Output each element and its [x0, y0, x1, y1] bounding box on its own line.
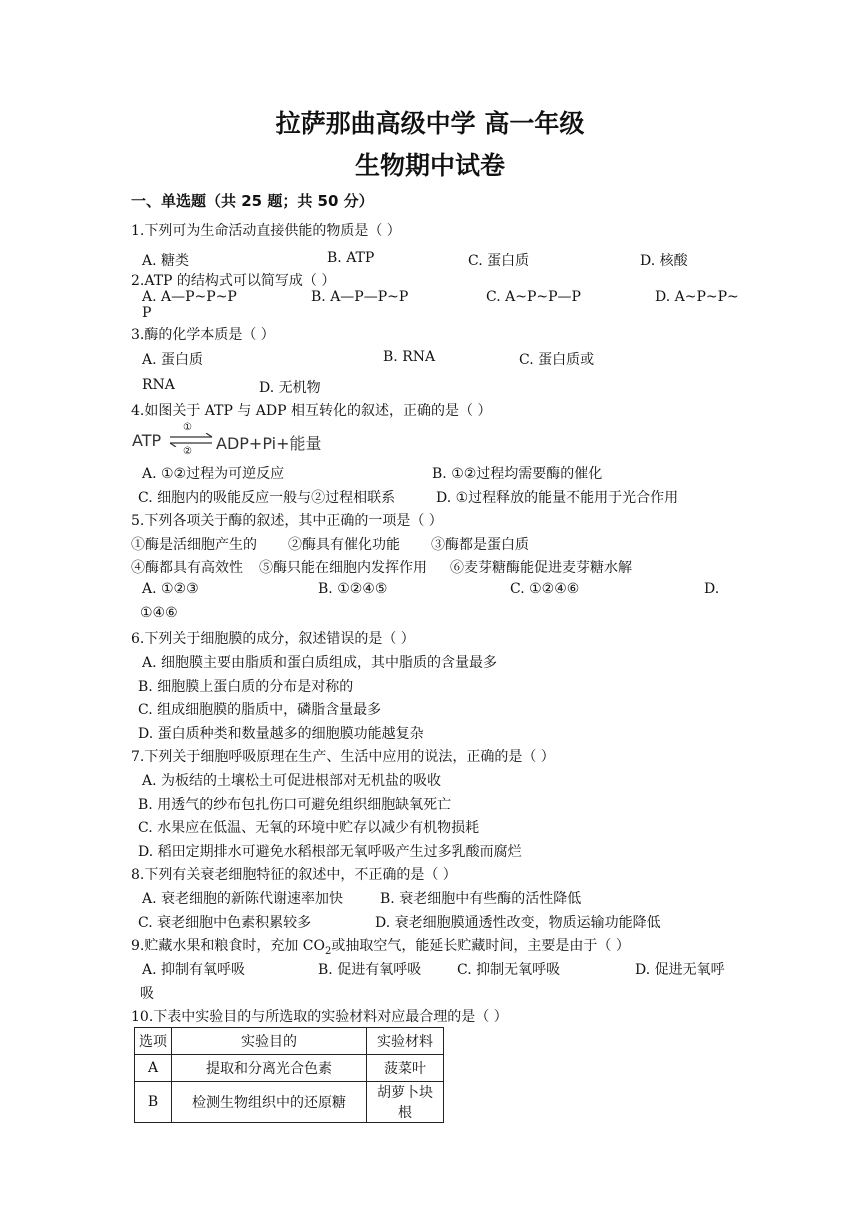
equation-right: ADP+Pi+能量 [216, 434, 322, 453]
q2-option-b: B. A—P—P~P [311, 289, 409, 305]
q9-option-c: C. 抑制无氧呼吸 [457, 962, 561, 978]
table-cell: A [135, 1055, 172, 1082]
q4-option-a: A. ①②过程为可逆反应 [142, 466, 285, 482]
q8-option-c: C. 衰老细胞中色素积累较多 [138, 915, 312, 931]
q5-option-b: B. ①②④⑤ [318, 581, 388, 597]
question-8-stem: 8.下列有关衰老细胞特征的叙述中，不正确的是（ ） [131, 867, 457, 883]
equation-label-1: ① [183, 422, 192, 433]
question-2-stem: 2.ATP 的结构式可以简写成（ ） [131, 273, 336, 289]
q2-option-c: C. A~P~P—P [486, 289, 581, 305]
page-title: 拉萨那曲高级中学 高一年级 [275, 109, 585, 138]
q5-statement-4: ④酶都具有高效性 [131, 560, 243, 576]
q9-option-b: B. 促进有氧呼吸 [318, 962, 422, 978]
atp-adp-equation [132, 424, 332, 458]
q1-option-d: D. 核酸 [640, 253, 688, 269]
q8-option-d: D. 衰老细胞膜通透性改变，物质运输功能降低 [375, 915, 661, 931]
question-5-stem: 5.下列各项关于酶的叙述，其中正确的一项是（ ） [131, 513, 443, 529]
question-1-stem: 1.下列可为生命活动直接供能的物质是（ ） [131, 223, 401, 239]
q5-option-d-wrap: ①④⑥ [140, 605, 178, 621]
table-cell: B [135, 1082, 172, 1123]
question-9-stem [131, 935, 630, 957]
q1-option-c: C. 蛋白质 [468, 253, 530, 269]
table-header-row [135, 1028, 444, 1055]
q5-statement-1: ①酶是活细胞产生的 [131, 537, 257, 553]
equation-label-2: ② [183, 446, 192, 457]
q5-statement-2: ②酶具有催化功能 [288, 537, 400, 553]
question-10-stem: 10.下表中实验目的与所选取的实验材料对应最合理的是（ ） [131, 1009, 508, 1025]
table-header-cell: 实验目的 [172, 1028, 367, 1055]
q9-option-a: A. 抑制有氧呼吸 [142, 962, 246, 978]
q3-option-b: B. RNA [383, 349, 436, 365]
q5-option-a: A. ①②③ [142, 581, 199, 597]
q2-option-d: D. A~P~P~ [655, 289, 739, 305]
q7-option-b: B. 用透气的纱布包扎伤口可避免组织细胞缺氧死亡 [138, 797, 452, 813]
table-cell: 菠菜叶 [367, 1055, 444, 1082]
q9-stem-part-1: 9.贮藏水果和粮食时，充加 CO [131, 938, 325, 954]
table-cell: 提取和分离光合色素 [172, 1055, 367, 1082]
q4-option-c: C. 细胞内的吸能反应一般与②过程相联系 [138, 490, 396, 506]
experiment-table [134, 1027, 444, 1123]
q2-option-a: A. A—P~P~P [142, 289, 237, 305]
question-7-stem: 7.下列关于细胞呼吸原理在生产、生活中应用的说法，正确的是（ ） [131, 749, 555, 765]
q2-option-d-wrap: P [142, 305, 152, 321]
equation-left: ATP [132, 431, 162, 450]
reversible-arrow-icon [168, 433, 214, 447]
question-6-stem: 6.下列关于细胞膜的成分，叙述错误的是（ ） [131, 631, 415, 647]
q5-option-c: C. ①②④⑥ [510, 581, 580, 597]
q6-option-a: A. 细胞膜主要由脂质和蛋白质组成，其中脂质的含量最多 [142, 655, 498, 671]
table-row [135, 1082, 444, 1123]
q4-option-d: D. ①过程释放的能量不能用于光合作用 [436, 490, 679, 506]
q6-option-c: C. 组成细胞膜的脂质中，磷脂含量最多 [138, 702, 382, 718]
table-header-cell: 选项 [135, 1028, 172, 1055]
page-subtitle: 生物期中试卷 [354, 151, 505, 180]
q6-option-d: D. 蛋白质种类和数量越多的细胞膜功能越复杂 [138, 726, 424, 742]
table-cell: 胡萝卜块根 [367, 1082, 444, 1123]
q9-option-d-wrap: 吸 [140, 986, 154, 1002]
q5-option-d: D. [704, 581, 720, 597]
q5-statement-6: ⑥麦芽糖酶能促进麦芽糖水解 [450, 560, 632, 576]
question-4-stem: 4.如图关于 ATP 与 ADP 相互转化的叙述，正确的是（ ） [131, 403, 492, 419]
q1-option-b: B. ATP [327, 250, 375, 266]
q7-option-a: A. 为板结的土壤松土可促进根部对无机盐的吸收 [142, 773, 442, 789]
table-cell: 检测生物组织中的还原糖 [172, 1082, 367, 1123]
q3-option-c: C. 蛋白质或 [519, 352, 595, 368]
q6-option-b: B. 细胞膜上蛋白质的分布是对称的 [138, 679, 354, 695]
q5-statement-3: ③酶都是蛋白质 [431, 537, 529, 553]
q3-option-a: A. 蛋白质 [142, 352, 204, 368]
section-heading: 一、单选题（共 25 题；共 50 分） [131, 192, 374, 210]
q3-option-c-wrap: RNA [142, 377, 175, 393]
table-header-cell: 实验材料 [367, 1028, 444, 1055]
q7-option-d: D. 稻田定期排水可避免水稻根部无氧呼吸产生过多乳酸而腐烂 [138, 844, 522, 860]
q5-statement-5: ⑤酶只能在细胞内发挥作用 [259, 560, 427, 576]
q8-option-b: B. 衰老细胞中有些酶的活性降低 [380, 891, 582, 907]
table-row [135, 1055, 444, 1082]
q3-option-d: D. 无机物 [259, 380, 321, 396]
q1-option-a: A. 糖类 [142, 253, 190, 269]
q8-option-a: A. 衰老细胞的新陈代谢速率加快 [142, 891, 344, 907]
q9-stem-subscript: 2 [325, 945, 332, 957]
q9-option-d: D. 促进无氧呼 [635, 962, 725, 978]
question-3-stem: 3.酶的化学本质是（ ） [131, 327, 275, 343]
q9-stem-part-2: 或抽取空气，能延长贮藏时间，主要是由于（ ） [331, 938, 630, 954]
q7-option-c: C. 水果应在低温、无氧的环境中贮存以减少有机物损耗 [138, 820, 480, 836]
q4-option-b: B. ①②过程均需要酶的催化 [432, 466, 603, 482]
